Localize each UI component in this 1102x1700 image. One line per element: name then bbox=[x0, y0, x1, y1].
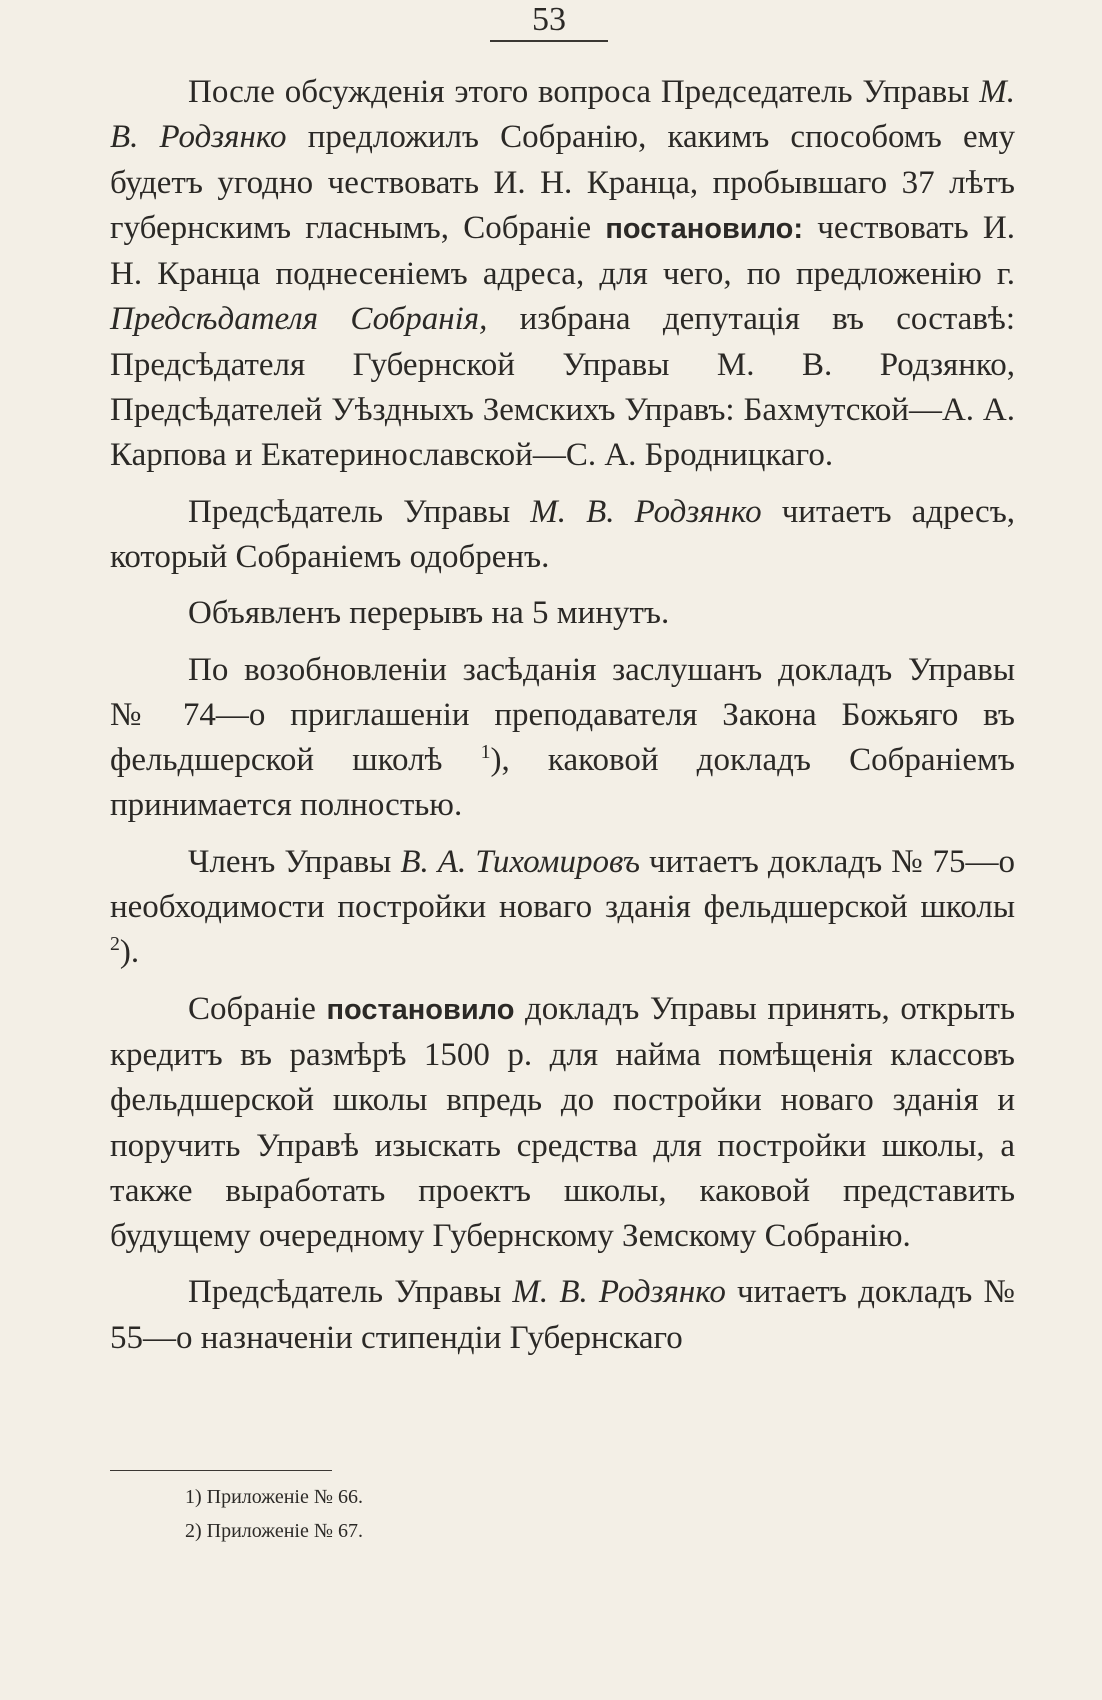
italic-name: В. А. Тихомировъ bbox=[400, 843, 640, 880]
text-run: читаетъ докладъ № 55—о назначеніи стипендіи Губернскаго bbox=[110, 1274, 1016, 1356]
text-run: читаетъ адресъ, который Собраніемъ одобренъ. bbox=[110, 493, 1016, 575]
paragraph bbox=[110, 591, 1015, 636]
text-run: читаетъ докладъ № 75—о необходимости постройки новаго зданія фельдшерской школы bbox=[110, 843, 1016, 926]
paragraph bbox=[110, 987, 1015, 1260]
text-run: По возобновленіи засѣданія заслушанъ докладъ Управы № 74—о приглашеніи преподавателя Закона Божьяго въ фельдшерской школѣ bbox=[110, 651, 1015, 779]
text-run: предложилъ Собранію, какимъ способомъ ему будетъ угодно чествовать И. Н. Кранца, пробывшаго 37 лѣтъ губернскимъ гласнымъ, Собраніе bbox=[110, 119, 1015, 246]
footnote-ref: 2 bbox=[110, 933, 120, 956]
text-run: После обсужденія этого вопроса Председатель Управы bbox=[188, 74, 980, 110]
italic-name: М. В. Родзянко bbox=[530, 493, 762, 530]
text-run: докладъ Управы принять, открыть кредитъ въ размѣрѣ 1500 р. для найма помѣщенія классовъ фельдшерской школы впредь до постройки новаго зданія и поручить Управѣ изыскать средства для постройки школы, а также выработать проектъ школы, каковой представить будущему очередному Губернскому Земскому Собранію. bbox=[110, 990, 1015, 1255]
text-run: Предсѣдатель Управы bbox=[188, 493, 531, 530]
italic-name: Предсѣдателя Собранія, bbox=[110, 301, 488, 338]
bold-term: постановило bbox=[326, 993, 515, 1026]
text-run: чествовать И. Н. Кранца поднесеніемъ адреса, для чего, по предложенію г. bbox=[110, 209, 1016, 293]
text-run: Объявленъ перерывъ на 5 минутъ. bbox=[188, 595, 670, 632]
italic-name: М. В. Родзянко bbox=[110, 74, 1015, 156]
paragraph bbox=[110, 840, 1015, 976]
footnotes bbox=[185, 1480, 363, 1548]
footnote-separator bbox=[110, 1470, 332, 1471]
body-text bbox=[110, 70, 1015, 1372]
bold-term: постановило: bbox=[605, 212, 804, 245]
footnote: 2) Приложеніе № 67. bbox=[185, 1520, 363, 1542]
footnote: 1) Приложеніе № 66. bbox=[185, 1486, 363, 1508]
text-run: ). bbox=[119, 934, 140, 971]
paragraph bbox=[110, 70, 1015, 479]
footnote-ref: 1 bbox=[480, 741, 491, 764]
text-run: Предсѣдатель Управы bbox=[188, 1274, 513, 1311]
paragraph bbox=[110, 648, 1015, 829]
text-run: ), каковой докладъ Собраніемъ принимается полностью. bbox=[110, 742, 1015, 824]
page-number: 53 bbox=[490, 2, 608, 42]
italic-name: М. В. Родзянко bbox=[512, 1274, 726, 1311]
text-run: Членъ Управы bbox=[188, 843, 401, 880]
paragraph bbox=[110, 490, 1015, 581]
text-run: избрана депутація въ составѣ: Предсѣдателя Губернской Управы М. В. Родзянко, Предсѣдателей Уѣздныхъ Земскихъ Управъ: Бахмутской—А. А. Карпова и Екатеринославской—С. А. Бродницкаго. bbox=[110, 301, 1015, 474]
text-run: Собраніе bbox=[188, 990, 327, 1027]
paragraph bbox=[110, 1270, 1015, 1361]
